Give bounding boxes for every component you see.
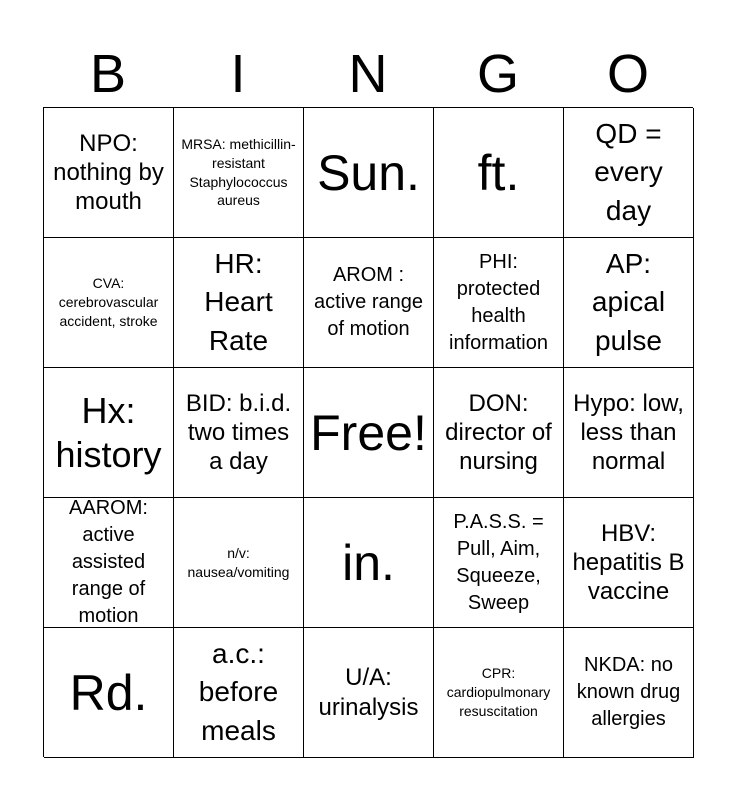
bingo-cell-r5c4[interactable]: CPR: cardiopulmonary resuscitation [434, 628, 564, 758]
bingo-cell-free[interactable]: Free! [304, 368, 434, 498]
header-letter-n: N [348, 44, 388, 104]
bingo-cell-r3c4[interactable]: DON: director of nursing [434, 368, 564, 498]
bingo-cell-r4c3[interactable]: in. [304, 498, 434, 628]
bingo-cell-r1c1[interactable]: NPO: nothing by mouth [44, 108, 174, 238]
bingo-cell-r1c2[interactable]: MRSA: methicillin-resistant Staphylococcus aureus [174, 108, 304, 238]
bingo-cell-r4c4[interactable]: P.A.S.S. = Pull, Aim, Squeeze, Sweep [434, 498, 564, 628]
bingo-cell-r1c4[interactable]: ft. [434, 108, 564, 238]
bingo-cell-r2c4[interactable]: PHI: protected health information [434, 238, 564, 368]
bingo-cell-r1c3[interactable]: Sun. [304, 108, 434, 238]
bingo-header [43, 40, 693, 108]
header-letter-b: B [89, 44, 127, 104]
header-letter-i: I [230, 44, 246, 104]
bingo-cell-r5c1[interactable]: Rd. [44, 628, 174, 758]
bingo-cell-r5c3[interactable]: U/A: urinalysis [304, 628, 434, 758]
bingo-cell-r2c1[interactable]: CVA: cerebrovascular accident, stroke [44, 238, 174, 368]
bingo-cell-r3c1[interactable]: Hx: history [44, 368, 174, 498]
bingo-cell-r5c2[interactable]: a.c.: before meals [174, 628, 304, 758]
bingo-cell-r3c2[interactable]: BID: b.i.d. two times a day [174, 368, 304, 498]
bingo-cell-r1c5[interactable]: QD = every day [564, 108, 694, 238]
bingo-cell-r4c1[interactable]: AAROM: active assisted range of motion [44, 498, 174, 628]
bingo-cell-r3c5[interactable]: Hypo: low, less than normal [564, 368, 694, 498]
header-letter-o: O [606, 44, 649, 104]
bingo-cell-r4c2[interactable]: n/v: nausea/vomiting [174, 498, 304, 628]
bingo-cell-r5c5[interactable]: NKDA: no known drug allergies [564, 628, 694, 758]
bingo-card-grid [43, 107, 693, 757]
header-letter-g: G [476, 44, 519, 104]
bingo-cell-r4c5[interactable]: HBV: hepatitis B vaccine [564, 498, 694, 628]
bingo-cell-r2c3[interactable]: AROM : active range of motion [304, 238, 434, 368]
bingo-cell-r2c2[interactable]: HR: Heart Rate [174, 238, 304, 368]
bingo-cell-r2c5[interactable]: AP: apical pulse [564, 238, 694, 368]
